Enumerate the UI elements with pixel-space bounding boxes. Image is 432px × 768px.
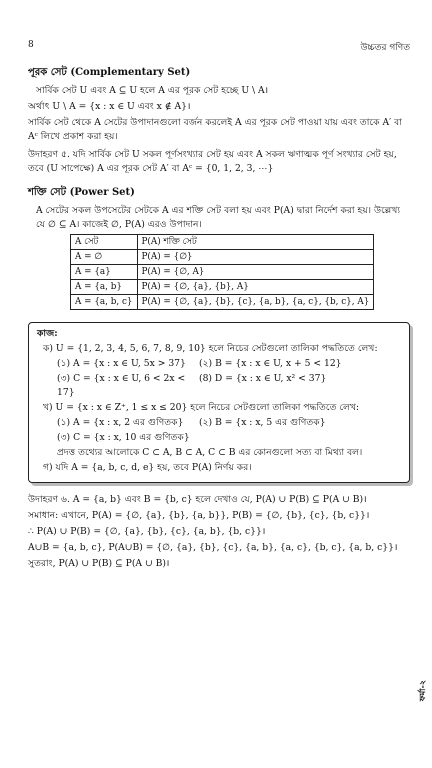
task-subitem: (১) A = {x : x ∈ U, 5x > 37}: [57, 358, 186, 369]
complement-set-notation: অর্থাৎ U \ A = {x : x ∈ U এবং x ∉ A}।: [28, 101, 191, 112]
page-content: [28, 64, 410, 573]
table-cell: A = {a}: [71, 265, 138, 280]
task-row: [37, 372, 401, 400]
page-header: [28, 40, 410, 54]
table-cell: P(A) = {∅, {a}, {b}, {c}, {a, b}, {a, c}, {b, c}, A}: [137, 295, 374, 310]
side-label: ফর্মা-২: [417, 680, 427, 702]
table-cell: P(A) = {∅}: [137, 250, 374, 265]
table-cell: A = ∅: [71, 250, 138, 265]
power-set-definition: A সেটের সকল উপসেটের সেটকে A এর শক্তি সেট বলা হয় এবং P(A) দ্বারা নির্দেশ করা হয়। উল্লেখ্য যে ∅ ⊆ A। কাজেই ∅, P(A) এরও উপাদান।: [36, 205, 401, 230]
complement-heading: পূরক সেট (Complementary Set): [28, 67, 191, 78]
task-subitem: (৩) C = {x : x, 10 এর গুণিতক}: [57, 432, 190, 443]
power-set-table: [70, 234, 374, 310]
task-row: [37, 357, 401, 371]
task-subitem: (২) B = {x : x, 5 এর গুণিতক}: [199, 417, 326, 428]
page-number: 8: [28, 40, 34, 50]
table-cell: P(A) = {∅, A}: [137, 265, 374, 280]
solution-line: সমাধান: এখানে, P(A) = {∅, {a}, {b}, {a, b}}, P(B) = {∅, {b}, {c}, {b, c}}।: [28, 510, 370, 521]
example-6: উদাহরণ ৬. A = {a, b} এবং B = {b, c} হলে দেখাও যে, P(A) ∪ P(B) ⊆ P(A ∪ B)।: [28, 494, 367, 505]
table-cell: A = {a, b, c}: [71, 295, 138, 310]
solution-line: A∪B = {a, b, c}, P(A∪B) = {∅, {a}, {b}, {c}, {a, b}, {a, c}, {b, c}, {a, b, c}}।: [28, 542, 398, 553]
solution-line: ∴ P(A) ∪ P(B) = {∅, {a}, {b}, {c}, {a, b}, {b, c}}।: [28, 526, 266, 537]
power-set-heading: শক্তি সেট (Power Set): [28, 187, 135, 198]
task-subitem: (৩) C = {x : x ∈ U, 6 < 2x < 17}: [57, 373, 186, 398]
task-item-kha: খ) U = {x : x ∈ Z⁺, 1 ≤ x ≤ 20} হলে নিচের সেটগুলো তালিকা পদ্ধতিতে লেখ:: [43, 402, 360, 413]
solution-conclusion: সুতরাং, P(A) ∪ P(B) ⊆ P(A ∪ B)।: [28, 558, 170, 569]
table-header-power-set: P(A) শক্তি সেট: [137, 235, 374, 250]
complement-definition: সার্বিক সেট U এবং A ⊆ U হলে A এর পূরক সেট হচ্ছে U \ A।: [36, 85, 269, 96]
table-cell: A = {a, b}: [71, 280, 138, 295]
task-item-ga: গ) যদি A = {a, b, c, d, e} হয়, তবে P(A) নির্ণয় কর।: [43, 462, 252, 473]
task-subitem: (১) A = {x : x, 2 এর গুণিতক}: [57, 417, 184, 428]
example-5: উদাহরণ ৫. যদি সার্বিক সেট U সকল পূর্ণসংখ্যার সেট হয় এবং A সকল ঋণাত্মক পূর্ণ সংখ্যার সেট হয়, তবে (U সাপেক্ষে) A এর পূরক সেট A′ বা Aᶜ = {0, 1, 2, 3, ⋯}: [28, 149, 397, 174]
task-question: প্রদত্ত তথ্যের আলোকে C ⊂ A, B ⊂ A, C ⊂ B এর কোনগুলো সত্য বা মিথ্যা বল।: [57, 447, 363, 458]
table-row: [71, 280, 374, 295]
running-title: উচ্চতর গণিত: [360, 43, 410, 53]
task-item-ka: ক) U = {1, 2, 3, 4, 5, 6, 7, 8, 9, 10} হলে নিচের সেটগুলো তালিকা পদ্ধতিতে লেখ:: [43, 343, 378, 354]
task-subitem: (২) B = {x : x ∈ U, x + 5 < 12}: [199, 358, 342, 369]
table-row: [71, 250, 374, 265]
complement-explanation: সার্বিক সেট থেকে A সেটের উপাদানগুলো বর্জন করলেই A এর পূরক সেট পাওয়া যায় এবং তাকে A′ বা Aᶜ লিখে প্রকাশ করা হয়।: [28, 117, 402, 142]
table-row: [71, 295, 374, 310]
table-header-row: [71, 235, 374, 250]
task-subitem: (8) D = {x : x ∈ U, x² < 37}: [199, 373, 327, 384]
task-box: [28, 322, 410, 483]
table-row: [71, 265, 374, 280]
table-header-set: A সেট: [71, 235, 138, 250]
table-cell: P(A) = {∅, {a}, {b}, A}: [137, 280, 374, 295]
task-row: [37, 416, 401, 430]
task-title: কাজ:: [37, 328, 58, 339]
